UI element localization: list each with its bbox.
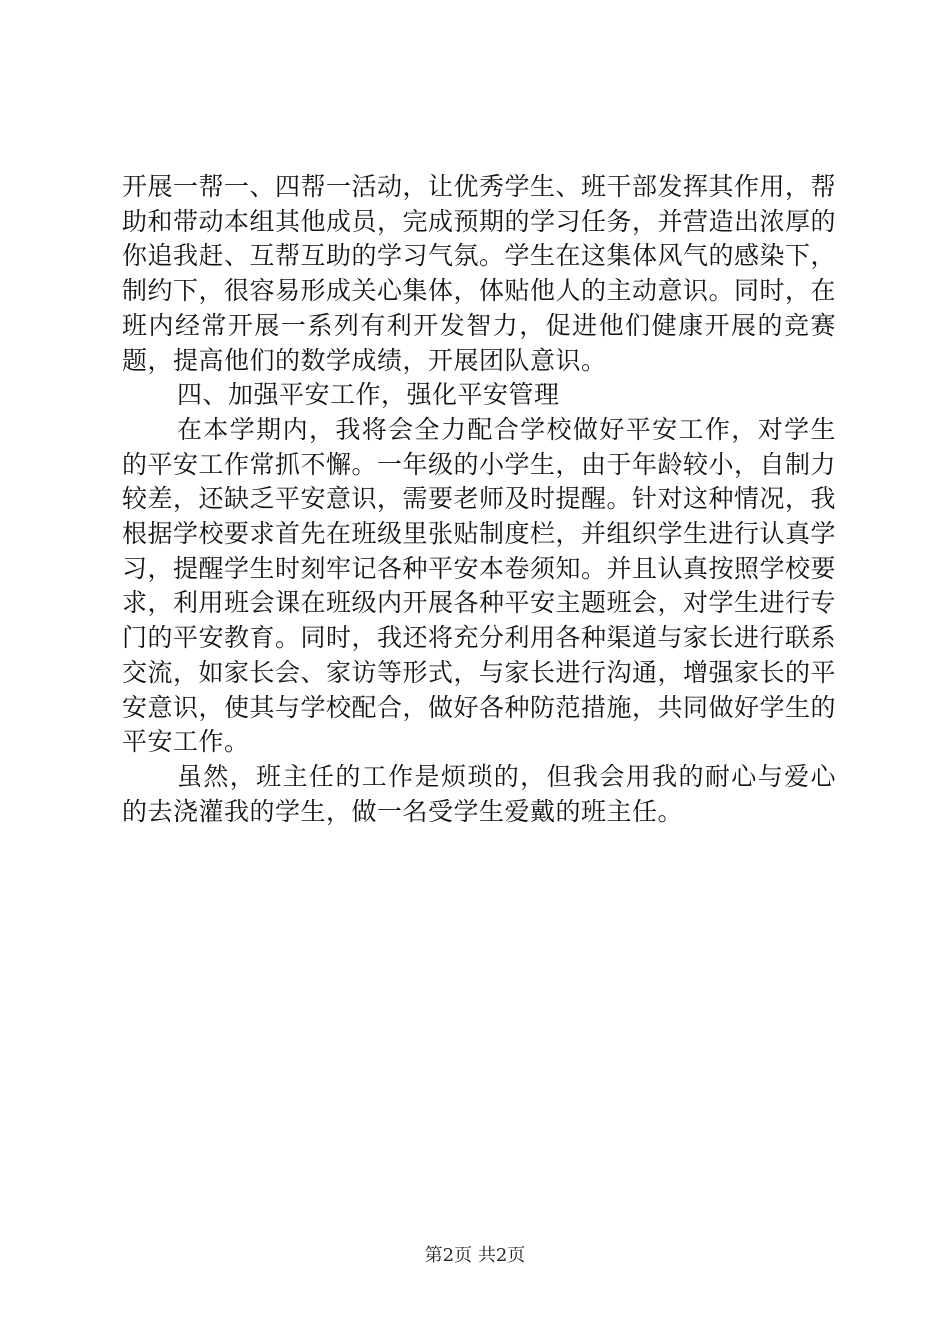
body-paragraph: 开展一帮一、四帮一活动，让优秀学生、班干部发挥其作用，帮助和带动本组其他成员，完成预期的学习任务，并营造出浓厚的你追我赶、互帮互助的学习气氛。学生在这集体风气的感染下，制约下，很容易形成关心集体，体贴他人的主动意识。同时，在班内经常开展一系列有利开发智力，促进他们健康开展的竞赛题，提高他们的数学成绩，开展团队意识。 (122, 172, 837, 375)
page-number: 第2页 共2页 (424, 1245, 526, 1266)
body-paragraph: 虽然，班主任的工作是烦琐的，但我会用我的耐心与爱心的去浇灌我的学生，做一名受学生爱戴的班主任。 (122, 761, 836, 826)
page-footer (0, 1245, 950, 1267)
body-paragraph: 在本学期内，我将会全力配合学校做好平安工作，对学生的平安工作常抓不懈。一年级的小学生，由于年龄较小，自制力较差，还缺乏平安意识，需要老师及时提醒。针对这种情况，我根据学校要求首先在班级里张贴制度栏，并组织学生进行认真学习，提醒学生时刻牢记各种平安本卷须知。并且认真按照学校要求，利用班会课在班级内开展各种平安主题班会，对学生进行专门的平安教育。同时，我还将充分利用各种渠道与家长进行联系交流，如家长会、家访等形式，与家长进行沟通，增强家长的平安意识，使其与学校配合，做好各种防范措施，共同做好学生的平安工作。 (122, 414, 837, 757)
section-heading: 四、加强平安工作，强化平安管理 (177, 380, 560, 410)
document-body (122, 170, 836, 829)
